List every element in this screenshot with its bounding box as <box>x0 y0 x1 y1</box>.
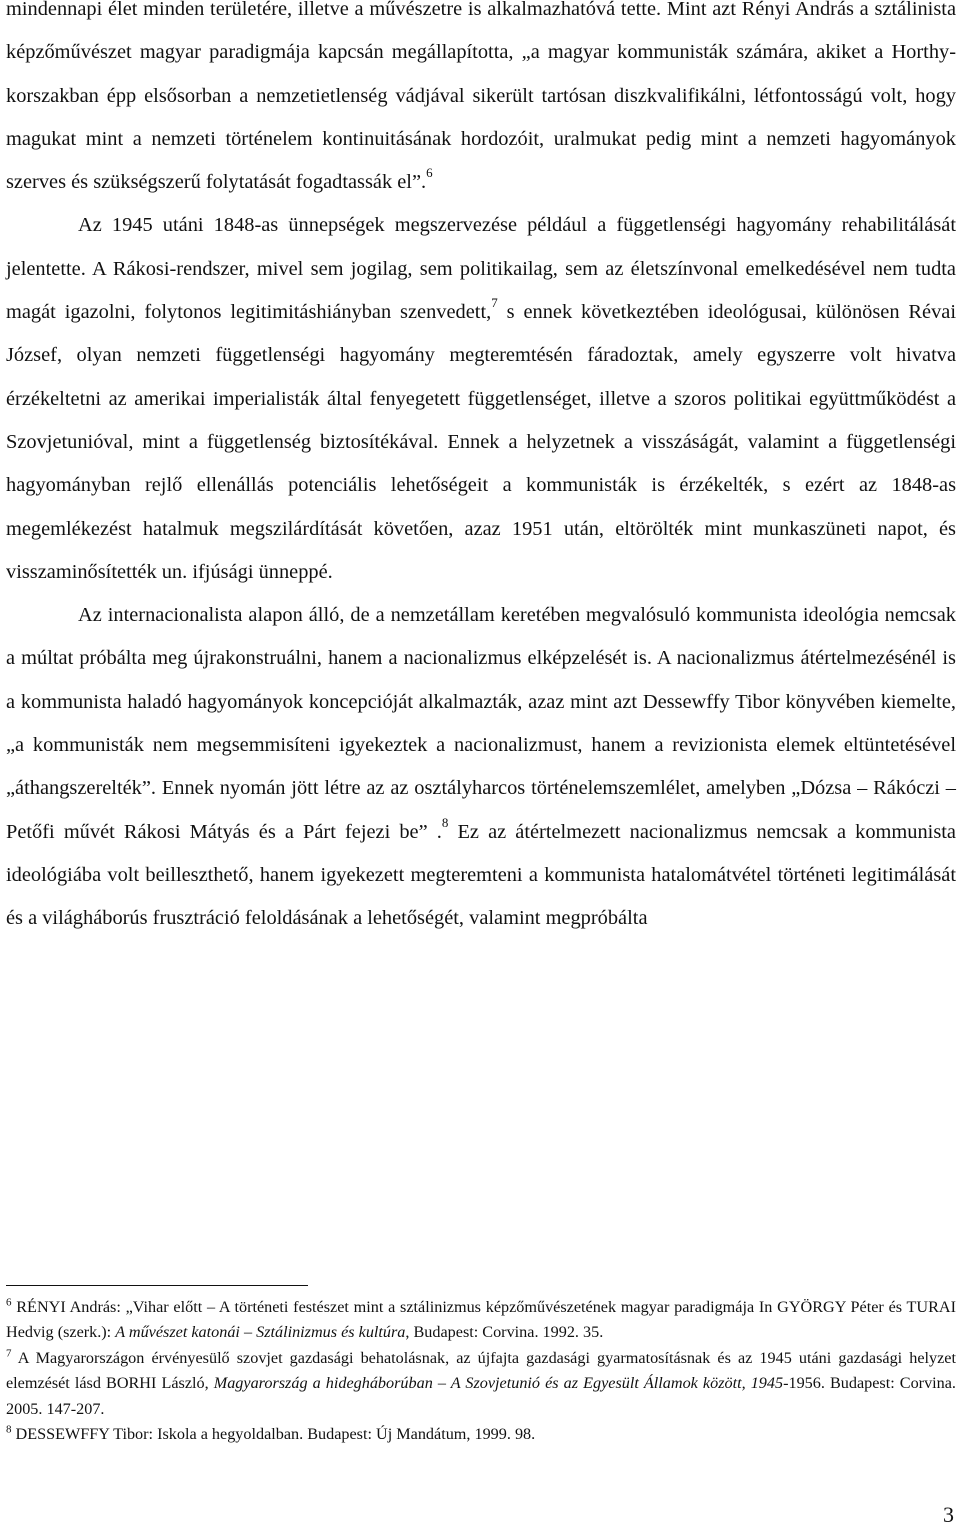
footnote-text: RÉNYI András: „Vihar előtt – A történeti festészet mint a sztálinizmus képzőművészetének magyar paradigmája In GYÖRGY Péter és TURAI Hedvig (szerk.): <box>6 1298 956 1342</box>
footnote-number: 7 <box>6 1347 12 1360</box>
paragraph-2 <box>6 204 956 594</box>
footnote-text-after: , Budapest: Corvina. 1992. 35. <box>405 1323 604 1342</box>
footnote-text: A Magyarországon érvényesülő szovjet gazdasági behatolásnak, az újfajta gazdasági gyarmatosításnak és az 1945 utáni gazdasági helyzet elemzését lásd BORHI László, <box>6 1348 956 1393</box>
footnote-title: Magyarország a hidegháborúban – A Szovjetunió és az Egyesült Államok között, 1945 <box>213 1374 784 1393</box>
paragraph-3 <box>6 594 956 940</box>
paragraph-3-text-b: Ez az átértelmezett nacionalizmus nemcsak a kommunista ideológiába volt beilleszthető, hanem igyekezett megteremteni a kommunista hatalomátvétel történeti legitimálását és a világháborús frusztráció feloldásának a lehetőségét, valamint megpróbálta <box>6 820 956 930</box>
footnote-text-after: -1956. Budapest: Corvina. 2005. 147-207. <box>6 1374 956 1418</box>
footnote-6 <box>6 1295 956 1346</box>
footnote-ref-8[interactable]: 8 <box>441 814 449 830</box>
paragraph-2-text-a: Az 1945 utáni 1848-as ünnepségek megszervezése például a függetlenségi hagyomány rehabilitálását jelentette. A Rákosi-rendszer, mivel sem jogilag, sem politikailag, sem az életszínvonal emelkedésével nem tudta magát igazolni, folytonos legitimitáshiányban szenvedett, <box>6 214 956 324</box>
footnote-ref-6[interactable]: 6 <box>426 165 433 181</box>
footnote-title: A művészet katonái – Sztálinizmus és kultúra <box>115 1323 406 1342</box>
paragraph-1-text: mindennapi élet minden területére, illetve a művészetre is alkalmazhatóvá tette. Mint azt Rényi András a sztálinista képzőművészet magyar paradigmája kapcsán megállapította, „a magyar kommunisták számára, akiket a Horthy-korszakban épp elsősorban a nemzetietlenség vádjával sikerült tartósan diszkvalifikálni, létfontosságú volt, hogy magukat mint a nemzeti történelem kontinuitásának hordozóit, uralmukat pedig mint a nemzeti hagyományok szerves és szükségszerű folytatását fogadtassák el”. <box>6 0 956 194</box>
footnote-separator <box>6 1285 308 1286</box>
paragraph-1 <box>6 0 956 204</box>
footnote-number: 6 <box>6 1296 12 1309</box>
document-page <box>6 0 956 941</box>
page-number: 3 <box>943 1502 954 1527</box>
footnote-ref-7[interactable]: 7 <box>491 295 498 311</box>
footnotes <box>6 1295 956 1447</box>
main-text <box>6 0 956 941</box>
footnote-7 <box>6 1346 956 1422</box>
paragraph-2-text-b: s ennek következtében ideológusai, különösen Révai József, olyan nemzeti függetlenségi hagyomány megteremtésén fáradoztak, amely egyszerre volt hivatva érzékeltetni az amerikai imperialisták által fenyegetett függetlenséget, illetve a szoros politikai együttműködést a Szovjetunióval, mint a függetlenség biztosítékával. Ennek a helyzetnek a visszáságát, valamint a függetlenségi hagyományban rejlő ellenállás potenciális lehetőségeit a kommunisták is érzékelték, s ezért az 1848-as megemlékezést hatalmuk megszilárdítását követően, azaz 1951 után, eltörölték mint munkaszüneti napot, és visszaminősítették un. ifjúsági ünneppé. <box>6 301 956 583</box>
footnote-8 <box>6 1422 956 1447</box>
footnote-text: DESSEWFFY Tibor: Iskola a hegyoldalban. Budapest: Új Mandátum, 1999. 98. <box>11 1425 536 1444</box>
paragraph-3-text-a: Az internacionalista alapon álló, de a nemzetállam keretében megvalósuló kommunista ideológia nemcsak a múltat próbálta meg újrakonstruálni, hanem a nacionalizmus elképzelését is. A nacionalizmus átértelmezésénél is a kommunista haladó hagyományok koncepcióját alkalmazták, azaz mint azt Dessewffy Tibor könyvében kiemelte, „a kommunisták nem megsemmisíteni igyekeztek a nacionalizmust, hanem a revizionista elemek eltüntetésével „áthangszerelték”. Ennek nyomán jött létre az az osztályharcos történelemszemlélet, amelyben „Dózsa – Rákóczi – Petőfi művét Rákosi Mátyás és a Párt fejezi be” . <box>6 604 956 843</box>
footnote-number: 8 <box>6 1423 12 1436</box>
